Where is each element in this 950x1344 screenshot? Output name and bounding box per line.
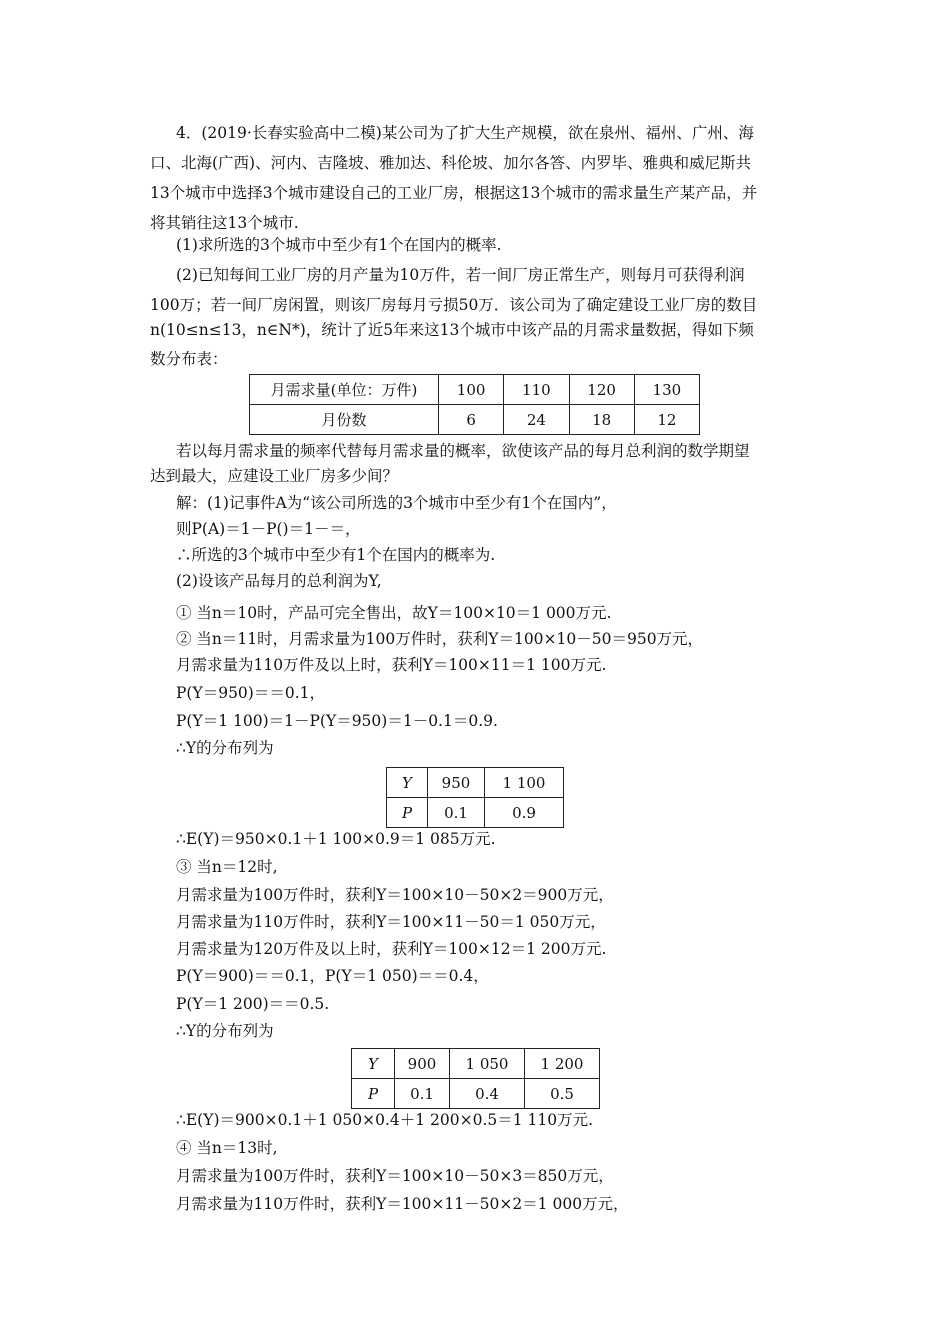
table-cell: 100 (439, 375, 504, 405)
problem-line: 口、北海(广西)、河内、吉隆坡、雅加达、科伦坡、加尔各答、内罗毕、雅典和威尼斯共 (150, 154, 752, 172)
problem-line: 若以每月需求量的频率代替每月需求量的概率，欲使该产品的每月总利润的数学期望 (176, 442, 750, 460)
problem-line: 达到最大，应建设工业厂房多少间？ (150, 467, 399, 485)
solution-line: ① 当n＝10时，产品可完全售出，故Y＝100×10＝1 000万元. (176, 604, 612, 622)
solution-line: ∴Y的分布列为 (176, 739, 274, 757)
frequency-table (249, 374, 700, 435)
table-cell: P (352, 1079, 395, 1109)
table-cell: 月份数 (250, 405, 439, 435)
solution-line: 月需求量为110万件时，获利Y＝100×11－50×2＝1 000万元， (176, 1195, 629, 1213)
table-cell: 6 (439, 405, 504, 435)
table-cell: 1 100 (485, 768, 564, 798)
table-row (352, 1079, 600, 1109)
solution-line: ∴E(Y)＝950×0.1＋1 100×0.9＝1 085万元. (176, 830, 496, 848)
table-cell: 24 (504, 405, 569, 435)
table-cell: 0.9 (485, 798, 564, 828)
table-cell: 120 (569, 375, 634, 405)
solution-line: ③ 当n＝12时, (176, 858, 278, 876)
table-cell: 0.5 (525, 1079, 600, 1109)
solution-line: P(Y＝900)＝＝0.1，P(Y＝1 050)＝＝0.4， (176, 967, 489, 985)
distribution-table-2 (351, 1048, 600, 1109)
solution-line: P(Y＝1 100)＝1－P(Y＝950)＝1－0.1＝0.9. (176, 712, 498, 730)
table-row (387, 768, 564, 798)
solution-line: ∴E(Y)＝900×0.1＋1 050×0.4＋1 200×0.5＝1 110万元. (176, 1111, 594, 1129)
solution-line: ② 当n＝11时，月需求量为100万件时，获利Y＝100×10－50＝950万元， (176, 630, 704, 648)
table-cell: 110 (504, 375, 569, 405)
solution-line: P(Y＝1 200)＝＝0.5. (176, 995, 330, 1013)
solution-line: ④ 当n＝13时, (176, 1139, 278, 1157)
problem-line: (1)求所选的3个城市中至少有1个在国内的概率. (176, 236, 502, 254)
problem-line: n(10≤n≤13，n∈N*)，统计了近5年来这13个城市中该产品的月需求量数据，得如下频 (150, 321, 754, 339)
solution-line: 月需求量为120万件及以上时，获利Y＝100×12＝1 200万元. (176, 940, 607, 958)
solution-line: 月需求量为110万件时，获利Y＝100×11－50＝1 050万元， (176, 913, 606, 931)
table-row (250, 375, 700, 405)
table-row (250, 405, 700, 435)
table-row (352, 1049, 600, 1079)
table-cell: Y (352, 1049, 395, 1079)
table-cell: 0.4 (450, 1079, 525, 1109)
table-cell: P (387, 798, 428, 828)
solution-line: ∴所选的3个城市中至少有1个在国内的概率为. (176, 546, 496, 564)
problem-line: 数分布表： (150, 350, 228, 368)
problem-line: 100万；若一间厂房闲置，则该厂房每月亏损50万．该公司为了确定建设工业厂房的数目 (150, 296, 758, 314)
solution-line: P(Y＝950)＝＝0.1， (176, 684, 325, 702)
table-cell: 1 050 (450, 1049, 525, 1079)
table-cell: 130 (634, 375, 699, 405)
table-cell: 950 (428, 768, 485, 798)
solution-line: (2)设该产品每月的总利润为Y, (176, 572, 382, 590)
solution-line: 解：(1)记事件A为“该公司所选的3个城市中至少有1个在国内”， (176, 494, 617, 512)
problem-line: 将其销往这13个城市. (150, 214, 299, 232)
table-cell: 0.1 (395, 1079, 450, 1109)
table-cell: 18 (569, 405, 634, 435)
table-cell: Y (387, 768, 428, 798)
solution-line: ∴Y的分布列为 (176, 1022, 274, 1040)
table-cell: 12 (634, 405, 699, 435)
solution-line: 月需求量为110万件及以上时，获利Y＝100×11＝1 100万元. (176, 656, 607, 674)
table-cell: 1 200 (525, 1049, 600, 1079)
problem-line: 13个城市中选择3个城市建设自己的工业厂房，根据这13个城市的需求量生产某产品，并 (150, 184, 758, 202)
distribution-table-1 (386, 767, 564, 828)
solution-line: 则P(A)＝1－P()＝1－＝， (176, 520, 361, 538)
table-cell: 0.1 (428, 798, 485, 828)
table-cell: 900 (395, 1049, 450, 1079)
table-row (387, 798, 564, 828)
problem-line: (2)已知每间工业厂房的月产量为10万件，若一间厂房正常生产，则每月可获得利润 (176, 266, 745, 284)
solution-line: 月需求量为100万件时，获利Y＝100×10－50×2＝900万元， (176, 886, 614, 904)
table-cell: 月需求量(单位：万件) (250, 375, 439, 405)
problem-line: 4．(2019·长春实验高中二模)某公司为了扩大生产规模，欲在泉州、福州、广州、海 (176, 124, 754, 142)
solution-line: 月需求量为100万件时，获利Y＝100×10－50×3＝850万元， (176, 1167, 614, 1185)
